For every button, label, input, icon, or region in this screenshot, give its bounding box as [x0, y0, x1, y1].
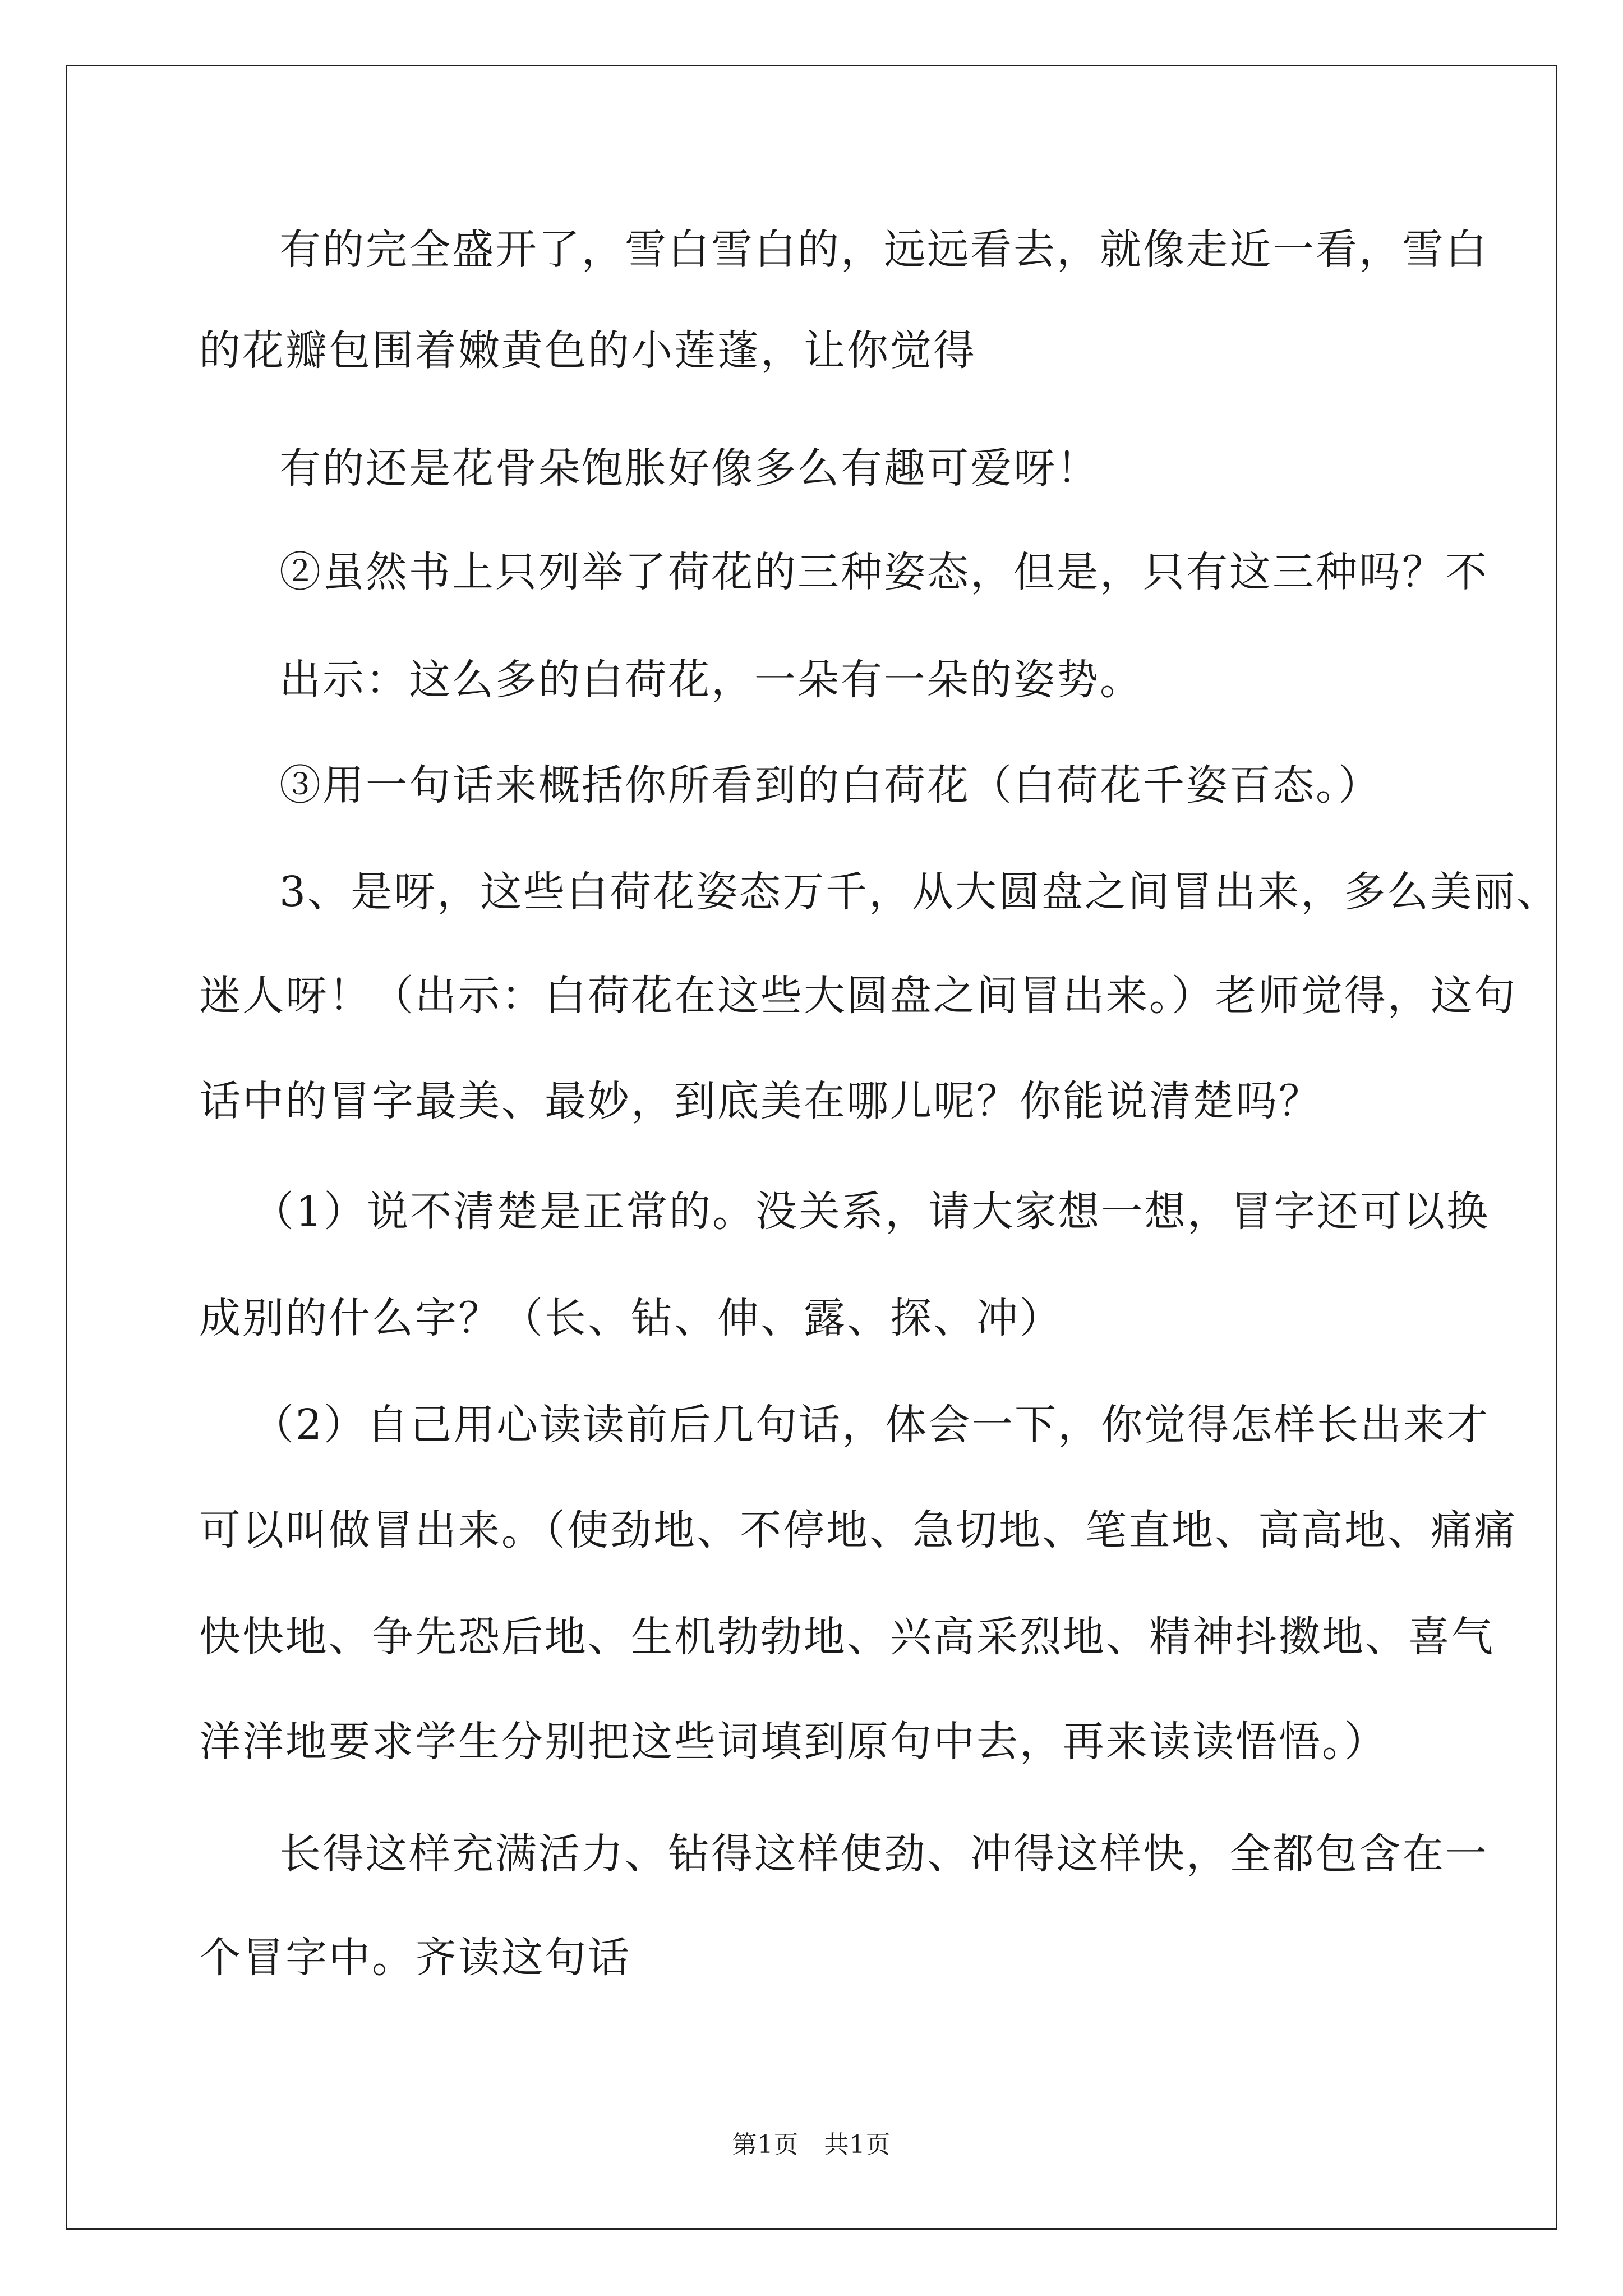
- page-border: [66, 65, 1557, 2230]
- text-line: 3、是呀，这些白荷花姿态万千，从大圆盘之间冒出来，多么美丽、: [279, 868, 1560, 916]
- text-line: 快快地、争先恐后地、生机勃勃地、兴高采烈地、精神抖擞地、喜气: [199, 1613, 1495, 1661]
- text-line: 可以叫做冒出来。（使劲地、不停地、急切地、笔直地、高高地、痛痛: [199, 1506, 1517, 1554]
- text-line: （1）说不清楚是正常的。没关系，请大家想一想，冒字还可以换: [252, 1188, 1490, 1236]
- text-line: 洋洋地要求学生分别把这些词填到原句中去，再来读读悟悟。）: [199, 1718, 1387, 1766]
- page-footer: 第1页 共1页: [732, 2131, 891, 2159]
- text-line: ②虽然书上只列举了荷花的三种姿态，但是，只有这三种吗？不: [279, 548, 1488, 596]
- text-line: ③用一句话来概括你所看到的白荷花（白荷花千姿百态。）: [279, 761, 1381, 809]
- text-line: 长得这样充满活力、钻得这样使劲、冲得这样快，全都包含在一: [279, 1830, 1488, 1878]
- text-line: 的花瓣包围着嫩黄色的小莲蓬，让你觉得: [199, 326, 976, 375]
- text-line: 迷人呀！（出示：白荷花在这些大圆盘之间冒出来。）老师觉得，这句: [199, 972, 1517, 1020]
- text-line: （2）自己用心读读前后几句话，体会一下，你觉得怎样长出来才: [252, 1401, 1490, 1449]
- text-line: 个冒字中。齐读这句话: [199, 1934, 631, 1982]
- text-line: 成别的什么字？（长、钻、伸、露、探、冲）: [199, 1294, 1063, 1342]
- text-line: 话中的冒字最美、最妙，到底美在哪儿呢？你能说清楚吗？: [199, 1077, 1322, 1125]
- text-line: 有的完全盛开了，雪白雪白的，远远看去，就像走近一看，雪白: [279, 226, 1488, 274]
- text-line: 出示：这么多的白荷花，一朵有一朵的姿势。: [279, 656, 1143, 704]
- text-line: 有的还是花骨朵饱胀好像多么有趣可爱呀！: [279, 444, 1100, 493]
